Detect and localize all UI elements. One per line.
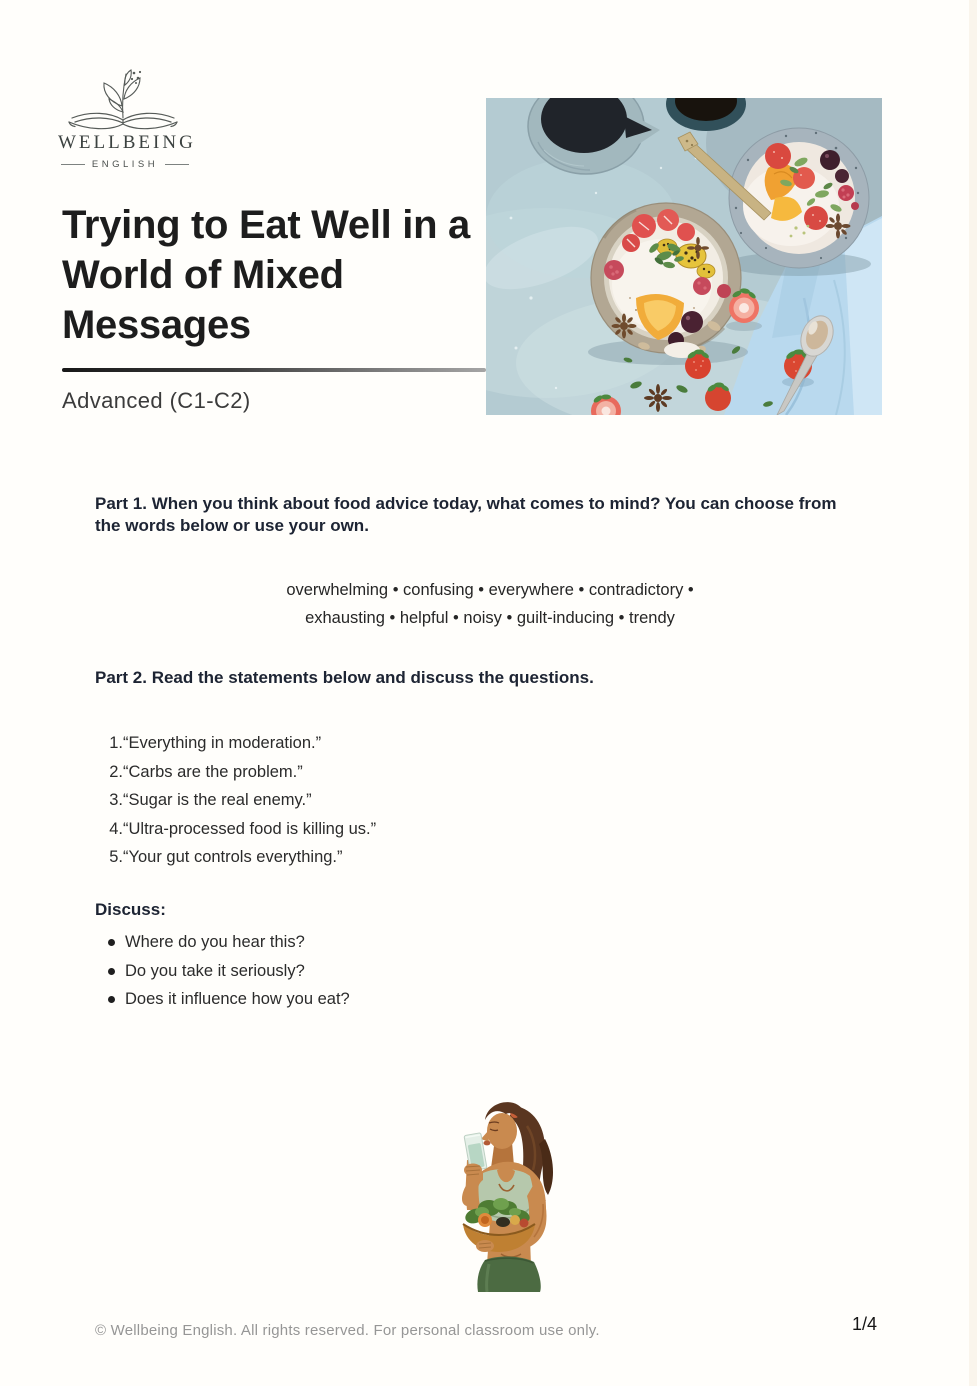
discuss-questions-list (95, 928, 350, 1014)
breakfast-bowls-photo (486, 98, 882, 415)
word-bank-line: exhausting • helpful • noisy • guilt-inducing • trendy (305, 609, 675, 627)
book-plant-icon (60, 68, 190, 130)
title-divider (62, 368, 486, 372)
discuss-question: Where do you hear this? (95, 928, 350, 957)
discuss-question: Does it influence how you eat? (95, 985, 350, 1014)
discuss-question: Do you take it seriously? (95, 957, 350, 986)
statement-item: 5. “Your gut controls everything.” (109, 848, 343, 866)
statement-item: 3. “Sugar is the real enemy.” (109, 791, 312, 809)
logo-brand-text: WELLBEING (58, 132, 196, 153)
wellbeing-logo (58, 68, 196, 170)
footer-copyright: © Wellbeing English. All rights reserved. For personal classroom use only. (95, 1322, 600, 1339)
statement-item: 1. “Everything in moderation.” (109, 734, 322, 752)
statement-item: 4. “Ultra-processed food is killing us.” (109, 819, 377, 838)
statement-item: 2. “Carbs are the problem.” (109, 762, 303, 781)
level-label: Advanced (C1-C2) (62, 388, 251, 413)
logo-sub-text: ENGLISH (58, 159, 192, 170)
word-bank-line: overwhelming • confusing • everywhere • contradictory • (286, 581, 694, 599)
page-title: Trying to Eat Well in a World of Mixed Messages (62, 203, 470, 347)
logo-rule-left (61, 164, 85, 165)
part2-heading: Part 2. Read the statements below and discuss the questions. (95, 668, 594, 687)
page-edge-strip (969, 0, 977, 1386)
discuss-label: Discuss: (95, 900, 166, 919)
page-number: 1/4 (852, 1314, 878, 1334)
logo-rule-right (165, 164, 189, 165)
part1-heading: Part 1. When you think about food advice today, what comes to mind? You can choose from the words below or use your own. (95, 494, 837, 535)
part1-word-bank (0, 576, 980, 632)
woman-drinking-illustration (427, 1096, 583, 1292)
part2-statements-list (95, 729, 376, 872)
